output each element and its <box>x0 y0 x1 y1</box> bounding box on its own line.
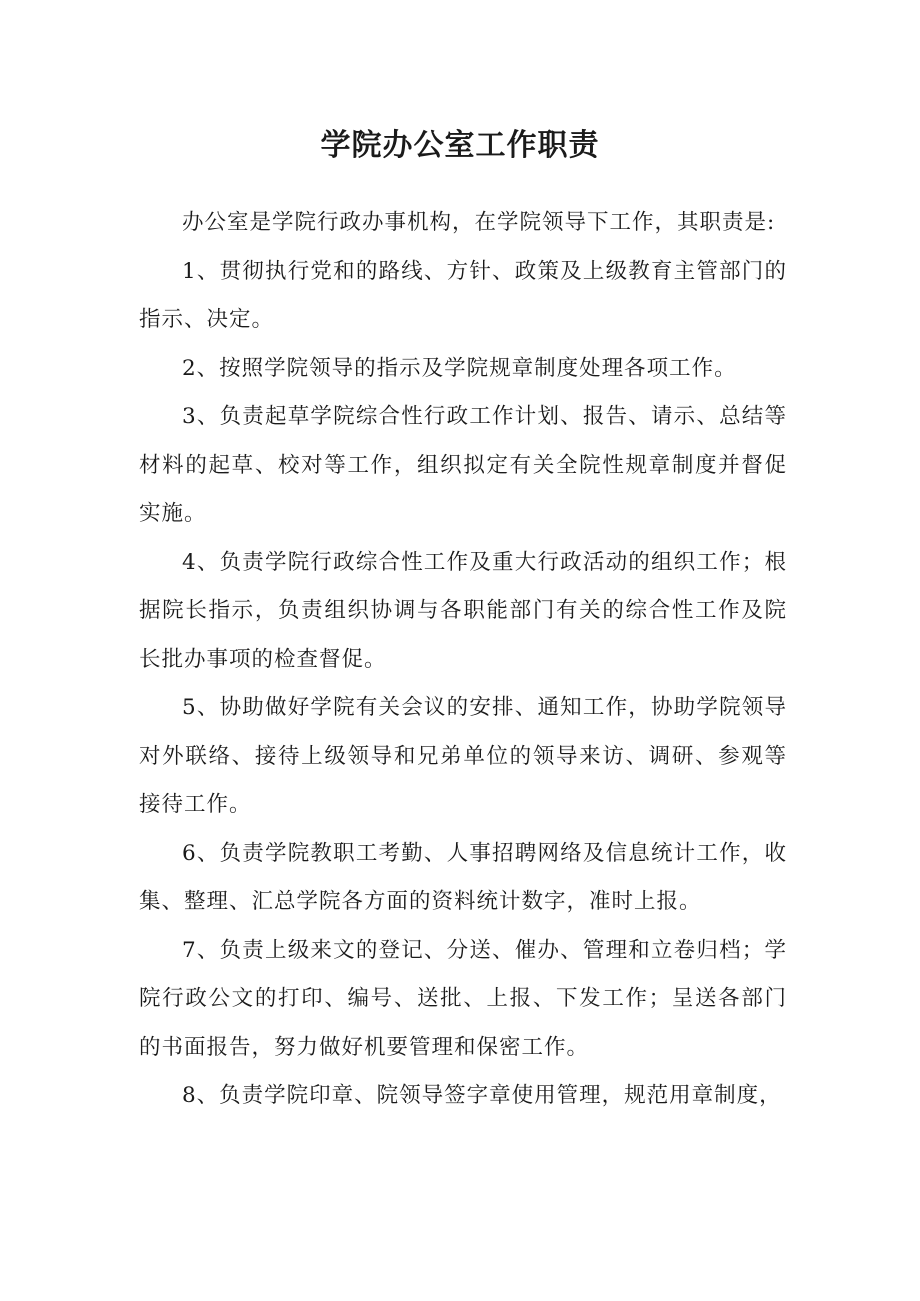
paragraph-item-4: 4、负责学院行政综合性工作及重大行政活动的组织工作；根据院长指示，负责组织协调与各职能部门有关的综合性工作及院长批办事项的检查督促。 <box>139 549 787 672</box>
paragraph-item-6: 6、负责学院教职工考勤、人事招聘网络及信息统计工作，收集、整理、汇总学院各方面的资料统计数字，准时上报。 <box>139 840 787 914</box>
paragraph-intro: 办公室是学院行政办事机构，在学院领导下工作，其职责是: <box>182 210 776 235</box>
paragraph-item-5: 5、协助做好学院有关会议的安排、通知工作，协助学院领导对外联络、接待上级领导和兄弟单位的领导来访、调研、参观等接待工作。 <box>139 695 787 817</box>
document-title: 学院办公室工作职责 <box>320 128 600 163</box>
paragraph-item-8: 8、负责学院印章、院领导签字章使用管理，规范用章制度， <box>182 1083 782 1108</box>
document-body <box>139 199 787 1121</box>
paragraph-item-7: 7、负责上级来文的登记、分送、催办、管理和立卷归档；学院行政公文的打印、编号、送批、上报、下发工作；呈送各部门的书面报告，努力做好机要管理和保密工作。 <box>139 937 787 1060</box>
paragraph-item-2: 2、按照学院领导的指示及学院规章制度处理各项工作。 <box>182 355 737 381</box>
paragraph-item-1: 1、贯彻执行党和的路线、方针、政策及上级教育主管部门的指示、决定。 <box>139 258 787 332</box>
paragraph-item-3: 3、负责起草学院综合性行政工作计划、报告、请示、总结等材料的起草、校对等工作，组织拟定有关全院性规章制度并督促实施。 <box>139 404 787 526</box>
